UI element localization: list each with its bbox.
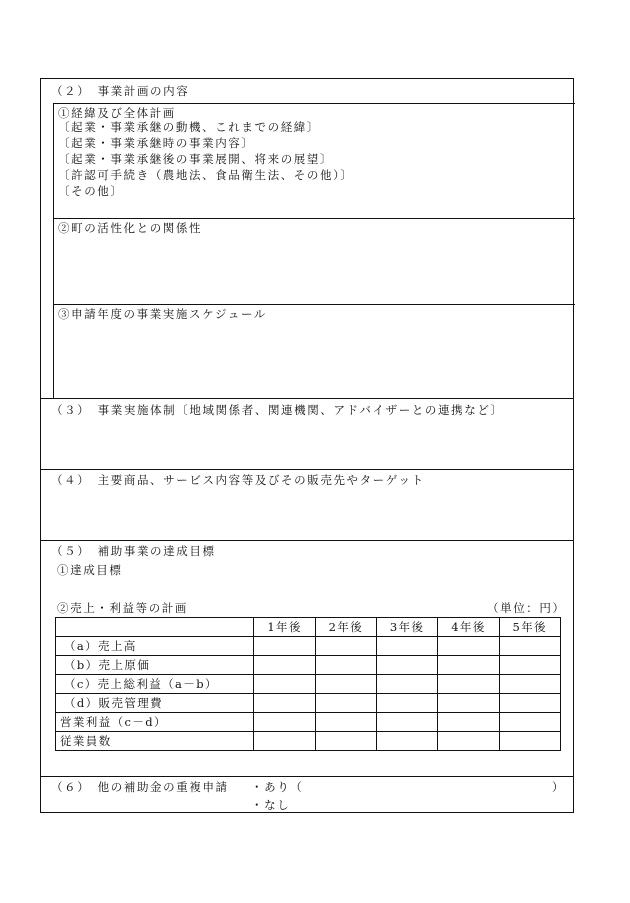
table-row [56,732,561,751]
input-cell[interactable] [254,732,315,751]
input-cell[interactable] [499,637,560,656]
table-row [56,713,561,732]
input-cell[interactable] [438,694,499,713]
input-cell[interactable] [315,637,376,656]
input-cell[interactable] [315,694,376,713]
sales-profit-plan-table [55,617,561,751]
item-1-title: ①経緯及び全体計画 [58,106,176,120]
guidance-line: 〔起業・事業承継時の事業内容〕 [58,136,255,150]
guidance-line: 〔起業・事業承継の動機、これまでの経緯〕 [58,120,320,134]
item-1-guidance-list [58,119,354,199]
guidance-line: 〔その他〕 [58,184,124,198]
section-divider [41,469,573,470]
input-cell[interactable] [315,713,376,732]
input-cell[interactable] [377,656,438,675]
table-row [56,656,561,675]
input-cell[interactable] [315,656,376,675]
input-cell[interactable] [315,732,376,751]
table-header-cell: 2年後 [315,618,376,637]
goal-label: ①達成目標 [57,563,123,577]
row-label: （c）売上総利益（a－b） [56,675,254,694]
section-3-title: （３） 事業実施体制〔地域関係者、関連機関、アドバイザーとの連携など〕 [51,403,504,417]
input-cell[interactable] [499,713,560,732]
input-cell[interactable] [438,713,499,732]
input-cell[interactable] [254,637,315,656]
unit-label: （単位：円） [487,601,566,615]
input-cell[interactable] [254,713,315,732]
section-divider [41,776,573,777]
guidance-line: 〔許認可手続き（農地法、食品衛生法、その他）〕 [58,168,354,182]
item-2-title: ②町の活性化との関係性 [58,221,203,235]
item-3-title: ③申請年度の事業実施スケジュール [58,307,267,321]
option-no[interactable]: ・なし [251,798,291,812]
row-label: （a）売上高 [56,637,254,656]
section-6-title: （６） 他の補助金の重複申請 [51,780,229,794]
table-header-cell: 5年後 [499,618,560,637]
table-header-cell: 3年後 [377,618,438,637]
row-label: 従業員数 [56,732,254,751]
item-divider [54,218,575,219]
input-cell[interactable] [499,656,560,675]
row-label: （b）売上原価 [56,656,254,675]
section-2-subbox [53,103,575,398]
guidance-line: 〔起業・事業承継後の事業展開、将来の展望〕 [58,152,334,166]
input-cell[interactable] [438,732,499,751]
input-cell[interactable] [438,637,499,656]
section-4-title: （４） 主要商品、サービス内容等及びその販売先やターゲット [51,473,425,487]
input-cell[interactable] [254,675,315,694]
input-cell[interactable] [377,713,438,732]
input-cell[interactable] [377,694,438,713]
input-cell[interactable] [377,675,438,694]
input-cell[interactable] [315,675,376,694]
section-5-title: （５） 補助事業の達成目標 [51,544,216,558]
input-cell[interactable] [438,675,499,694]
input-cell[interactable] [438,656,499,675]
table-header-row [56,618,561,637]
table-row [56,675,561,694]
item-divider [54,304,575,305]
row-label: （d）販売管理費 [56,694,254,713]
section-divider [41,540,573,541]
section-2-title: （２） 事業計画の内容 [51,84,190,98]
option-yes-close: ） [552,780,566,794]
row-label: 営業利益（c－d） [56,713,254,732]
plan-label: ②売上・利益等の計画 [57,601,188,615]
table-row [56,637,561,656]
input-cell[interactable] [499,694,560,713]
table-header-cell: 4年後 [438,618,499,637]
table-header-cell [56,618,254,637]
application-form [40,78,574,813]
table-row [56,694,561,713]
input-cell[interactable] [377,637,438,656]
input-cell[interactable] [499,732,560,751]
input-cell[interactable] [254,656,315,675]
input-cell[interactable] [499,675,560,694]
input-cell[interactable] [254,694,315,713]
table-header-cell: 1年後 [254,618,315,637]
option-yes[interactable]: ・あり（ [251,780,304,794]
section-divider [41,398,573,399]
input-cell[interactable] [377,732,438,751]
